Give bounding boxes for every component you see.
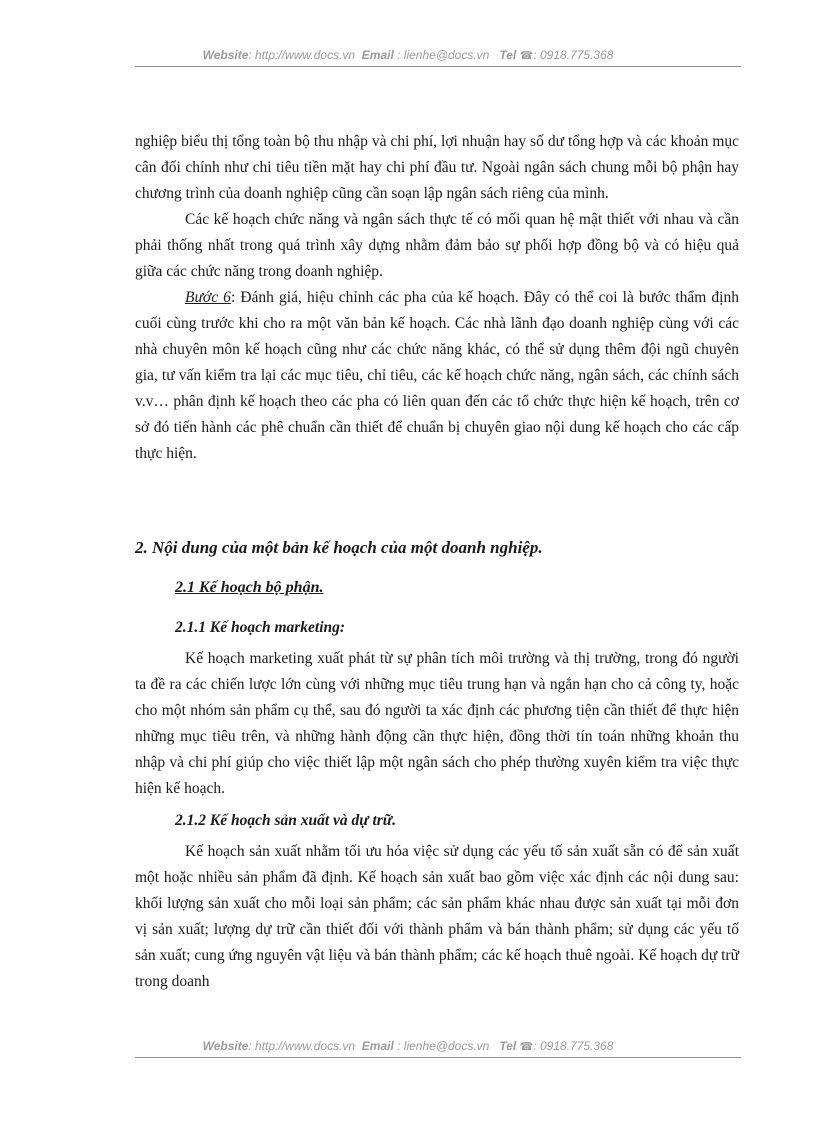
page-header xyxy=(0,48,816,62)
email-label: Email xyxy=(361,48,394,62)
email-label: Email xyxy=(361,1039,394,1053)
website-value[interactable]: : http://www.docs.vn xyxy=(248,1039,356,1053)
paragraph-step-6 xyxy=(135,285,739,467)
document-body xyxy=(135,129,739,467)
tel-value: : 0918.775.368 xyxy=(533,48,614,62)
tel-label: Tel xyxy=(499,48,517,62)
email-value[interactable]: : lienhe@docs.vn xyxy=(397,48,490,62)
step-text: : Đánh giá, hiệu chỉnh các pha của kế hoạch. Đây có thể coi là bước thẩm định cuối cùng trước khi cho ra một văn bản kế hoạch. Các nhà lãnh đạo doanh nghiệp cùng với các nhà chuyên môn kế hoạch cũng như các chức năng khác, có thể sử dụng thêm đội ngũ chuyên gia, tư vấn kiểm tra lại các mục tiêu, chỉ tiêu, các kế hoạch chức năng, ngân sách, các chính sách v.v… phân định kế hoạch theo các pha có liên quan đến các tổ chức thực hiện kế hoạch, trên cơ sở đó tiến hành các phê chuẩn cần thiết để chuẩn bị chuyên giao nội dung kế hoạch cho các cấp thực hiện. xyxy=(135,289,739,462)
header-divider xyxy=(135,66,741,67)
website-label: Website xyxy=(202,48,249,62)
phone-icon: ☎ xyxy=(519,50,534,62)
subsubsection-heading-marketing: 2.1.1 Kế hoạch marketing: xyxy=(175,619,346,636)
website-value[interactable]: : http://www.docs.vn xyxy=(248,48,356,62)
paragraph: Các kế hoạch chức năng và ngân sách thực tế có mối quan hệ mật thiết với nhau và cần phải thống nhất trong quá trình xây dựng nhằm đảm bảo sự phối hợp đồng bộ và có hiệu quả giữa các chức năng trong doanh nghiệp. xyxy=(135,211,739,280)
paragraph: Kế hoạch sản xuất nhằm tối ưu hóa việc sử dụng các yếu tố sản xuất sẵn có để sản xuất một hoặc nhiều sản phẩm đã định. Kế hoạch sản xuất bao gồm việc xác định các nội dung sau: khối lượng sản xuất cho mỗi loại sản phẩm; các sản phẩm khác nhau được sản xuất tại mỗi đơn vị sản xuất; lượng dự trữ cần thiết đối với thành phẩm và bán thành phẩm; sử dụng các yếu tố sản xuất; cung ứng nguyên vật liệu và bán thành phẩm; các kế hoạch thuê ngoài. Kế hoạch dự trữ trong doanh xyxy=(135,843,739,990)
footer-divider xyxy=(135,1057,741,1058)
section-heading: 2. Nội dung của một bản kế hoạch của một doanh nghiệp. xyxy=(135,538,543,557)
paragraph: nghiệp biểu thị tổng toàn bộ thu nhập và chi phí, lợi nhuận hay số dư tổng hợp và các khoản mục cân đối chính như chi tiêu tiền mặt hay chi phí đầu tư. Ngoài ngân sách chung mỗi bộ phận hay chương trình của doanh nghiệp cũng cần soạn lập ngân sách riêng của mình. xyxy=(135,133,739,202)
tel-value: : 0918.775.368 xyxy=(533,1039,614,1053)
marketing-section xyxy=(135,646,739,802)
page-footer xyxy=(0,1039,816,1053)
phone-icon: ☎ xyxy=(519,1041,534,1053)
step-label: Bước 6 xyxy=(185,289,231,306)
tel-label: Tel xyxy=(499,1039,517,1053)
email-value[interactable]: : lienhe@docs.vn xyxy=(397,1039,490,1053)
subsection-heading: 2.1 Kế hoạch bộ phận. xyxy=(175,579,324,596)
paragraph: Kế hoạch marketing xuất phát từ sự phân tích môi trường và thị trường, trong đó người ta đề ra các chiến lược lớn cùng với những mục tiêu trung hạn và ngắn hạn cho cả công ty, hoặc cho một nhóm sản phẩm cụ thể, sau đó người ta xác định các phương tiện cần thiết để thực hiện những mục tiêu trên, và những hành động cần thực hiện, đồng thời tín toán những khoản thu nhập và chi phí giúp cho việc thiết lập một ngân sách cho phép thường xuyên kiểm tra việc thực hiện kế hoạch. xyxy=(135,650,739,797)
production-section xyxy=(135,839,739,995)
subsubsection-heading-production: 2.1.2 Kế hoạch sản xuất và dự trữ. xyxy=(175,812,396,829)
website-label: Website xyxy=(202,1039,249,1053)
